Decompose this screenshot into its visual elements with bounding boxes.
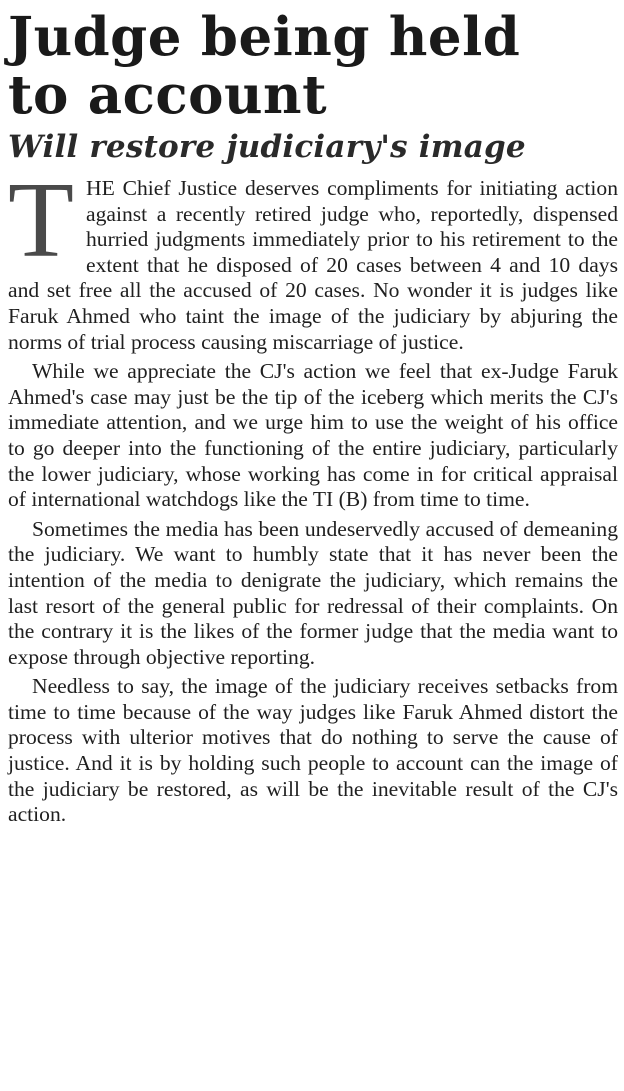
- paragraph-3: Sometimes the media has been undeservedly accused of demeaning the judiciary. We want to humbly state that it has never been the intention of the media to denigrate the judiciary, which remains the last resort of the general public for redressal of their complaints. On the contrary it is the likes of the former judge that the media want to expose through objective reporting.: [8, 516, 618, 669]
- subheadline: Will restore judiciary's image: [8, 129, 526, 165]
- editorial-article: [8, 8, 618, 832]
- paragraph-1-text: HE Chief Justice deserves compliments for initiating action against a recently retired judge who, reportedly, dispensed hurried judgments immediately prior to his retirement to the extent that he disposed of 20 cases between 4 and 10 days and set free all the accused of 20 cases. No wonder it is judges like Faruk Ahmed who taint the image of the judiciary by abjuring the norms of trial process causing miscarriage of justice.: [8, 176, 618, 354]
- paragraph-2: While we appreciate the CJ's action we feel that ex-Judge Faruk Ahmed's case may just be the tip of the iceberg which merits the CJ's immediate attention, and we urge him to use the weight of his office to go deeper into the functioning of the entire judiciary, particularly the lower judiciary, whose working has come in for critical appraisal of international watchdogs like the TI (B) from time to time.: [8, 359, 618, 512]
- paragraph-1: [8, 161, 618, 355]
- article-body: [8, 161, 618, 828]
- drop-cap: T: [8, 161, 74, 280]
- headline: Judge being held to account: [8, 6, 521, 126]
- paragraph-4: Needless to say, the image of the judiciary receives setbacks from time to time because of the way judges like Faruk Ahmed distort the process with ulterior motives that do nothing to serve the cause of justice. And it is by holding such people to account can the image of the judiciary be restored, as will be the inevitable result of the CJ's action.: [8, 674, 618, 827]
